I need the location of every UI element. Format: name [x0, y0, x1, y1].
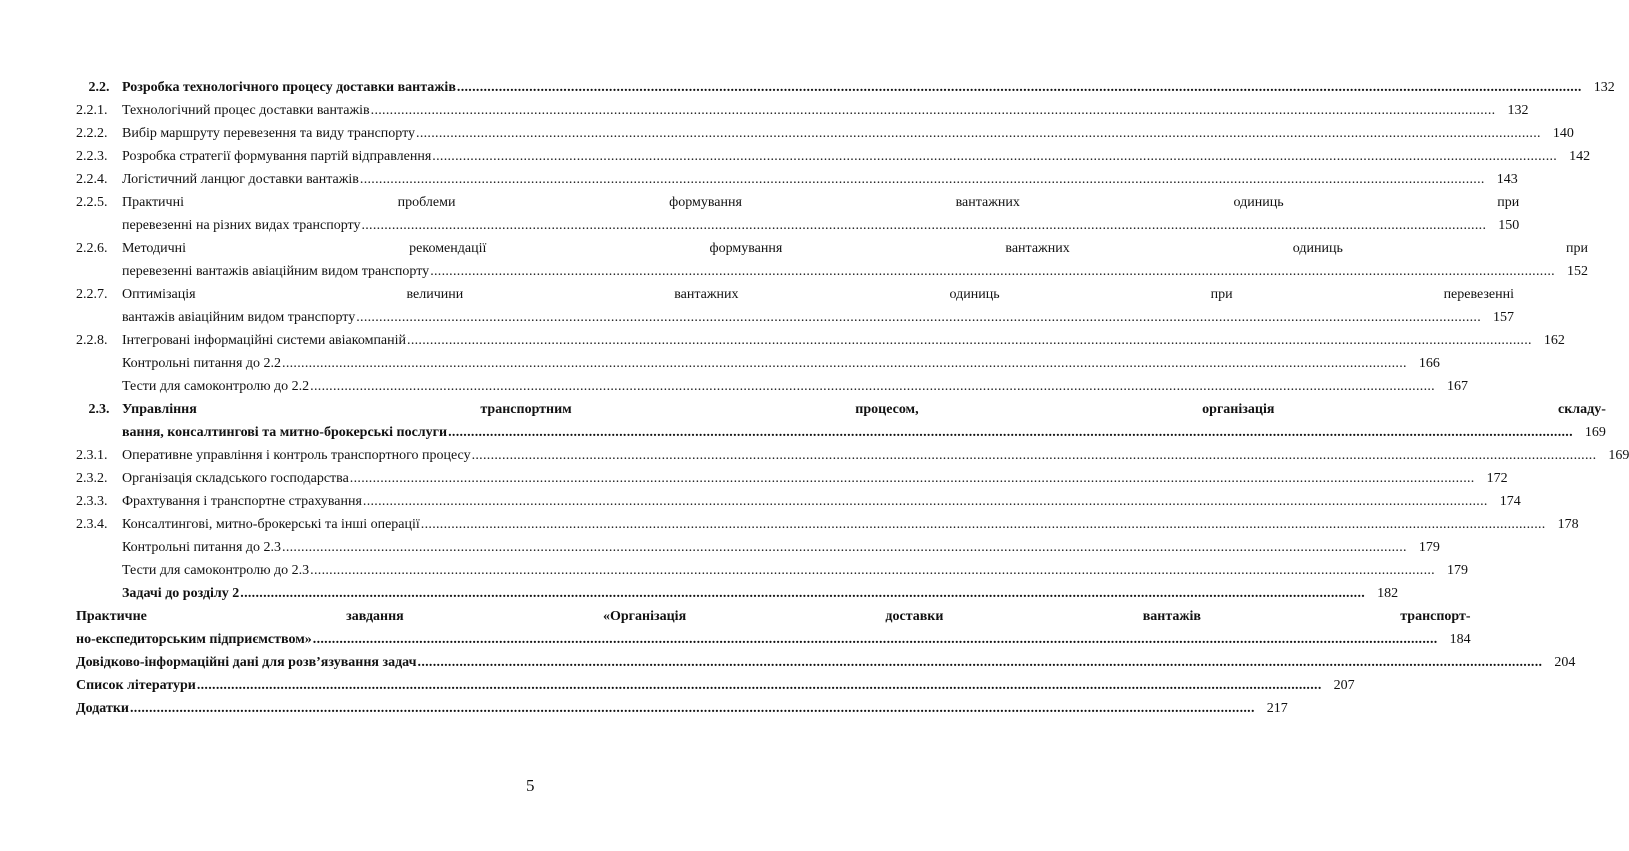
dot-leader [432, 145, 1557, 168]
toc-entry [76, 168, 1518, 191]
toc-entry-page: 142 [1569, 149, 1591, 164]
toc-entry-page: 204 [1554, 655, 1576, 670]
dot-leader [310, 375, 1435, 398]
toc-entry-page: 179 [1418, 540, 1440, 555]
toc-entry [76, 697, 1288, 720]
toc-entry-page: 167 [1446, 379, 1468, 394]
toc-entry [76, 513, 1579, 536]
toc-entry [76, 122, 1574, 145]
toc-entry-title-line: Інтегровані інформаційні системи авіакомпаній [122, 333, 407, 348]
toc-entry-page: 162 [1543, 333, 1565, 348]
toc-entry-number: 2.2.7. [76, 287, 108, 302]
toc-entry [76, 76, 1615, 99]
dot-leader [448, 421, 1573, 444]
toc-entry-title-line: Консалтингові, митно-брокерські та інші операції [122, 517, 420, 532]
toc-entry-number: 2.2.8. [76, 333, 108, 348]
toc-entry-title-line: Тести для самоконтролю до 2.2 [122, 379, 310, 394]
dot-leader [416, 122, 1541, 145]
toc-entry-title-line: Оперативне управління і контроль транспортного процесу [122, 448, 471, 463]
toc-entry [76, 145, 1591, 168]
table-of-contents [76, 76, 1629, 720]
page-number: 5 [526, 776, 535, 795]
toc-entry-number: 2.3.4. [76, 517, 108, 532]
toc-entry-page: 132 [1593, 80, 1615, 95]
toc-entry-title-line: Практичні проблеми формування вантажних одиниць при [122, 195, 1520, 210]
toc-entry-title-line: Розробка стратегії формування партій відправлення [122, 149, 432, 164]
dot-leader [360, 168, 1485, 191]
toc-entry-number: 2.3.3. [76, 494, 108, 509]
toc-entry-page: 169 [1584, 425, 1606, 440]
toc-entry-page: 217 [1266, 701, 1288, 716]
toc-entry-page: 207 [1333, 678, 1355, 693]
toc-entry-title-line: Список літератури [76, 678, 196, 693]
toc-entry [76, 490, 1521, 513]
dot-leader [361, 214, 1486, 237]
toc-entry-number: 2.2. [88, 80, 110, 95]
toc-entry-number: 2.2.3. [76, 149, 108, 164]
toc-entry-title-line: перевезенні вантажів авіаційним видом транспорту [122, 264, 430, 279]
toc-entry-page: 174 [1499, 494, 1521, 509]
toc-entry-number: 2.2.4. [76, 172, 108, 187]
toc-entry [76, 237, 1588, 283]
toc-entry-title-line: но-експедиторським підприємством» [76, 632, 312, 647]
toc-entry-title-line: Розробка технологічного процесу доставки вантажів [122, 80, 456, 95]
toc-entry-title-line: Додатки [76, 701, 129, 716]
toc-entry-page: 182 [1377, 586, 1399, 601]
toc-entry [76, 99, 1529, 122]
toc-entry [76, 651, 1576, 674]
toc-entry [76, 582, 1399, 605]
dot-leader [421, 513, 1546, 536]
dot-leader [310, 559, 1435, 582]
toc-entry-title-line: Організація складського господарства [122, 471, 349, 486]
dot-leader [363, 490, 1488, 513]
toc-entry-page: 184 [1449, 632, 1471, 647]
toc-entry [76, 375, 1468, 398]
toc-entry-title-line: Практичне завдання «Організація доставки вантажів транспорт- [76, 609, 1471, 624]
toc-entry-title-line: Довідково-інформаційні дані для розв’язування задач [76, 655, 417, 670]
toc-entry-page: 157 [1493, 310, 1515, 325]
toc-entry-title-line: Оптимізація величини вантажних одиниць при перевезенні [122, 287, 1515, 302]
toc-entry-title-line: вантажів авіаційним видом транспорту [122, 310, 356, 325]
toc-entry-number: 2.2.6. [76, 241, 108, 256]
dot-leader [240, 582, 1365, 605]
dot-leader [356, 306, 1481, 329]
toc-entry-title-line: Вибір маршруту перевезення та виду транспорту [122, 126, 416, 141]
toc-entry-number: 2.2.5. [76, 195, 108, 210]
toc-entry-title-line: Задачі до розділу 2 [122, 586, 240, 601]
dot-leader [457, 76, 1582, 99]
toc-entry-number: 2.2.2. [76, 126, 108, 141]
dot-leader [430, 260, 1555, 283]
toc-entry [76, 352, 1440, 375]
toc-entry-number: 2.3.1. [76, 448, 108, 463]
dot-leader [130, 697, 1255, 720]
dot-leader [472, 444, 1597, 467]
toc-entry [76, 605, 1471, 651]
toc-entry [76, 398, 1606, 444]
dot-leader [371, 99, 1496, 122]
toc-entry-title-line: Контрольні питання до 2.3 [122, 540, 282, 555]
toc-entry-page: 166 [1418, 356, 1440, 371]
toc-entry-page: 179 [1446, 563, 1468, 578]
toc-entry-number: 2.2.1. [76, 103, 108, 118]
toc-entry-page: 150 [1498, 218, 1520, 233]
toc-entry [76, 191, 1520, 237]
toc-entry-page: 140 [1552, 126, 1574, 141]
toc-entry-title-line: вання, консалтингові та митно-брокерські послуги [122, 425, 448, 440]
toc-entry-page: 152 [1566, 264, 1588, 279]
toc-entry-title-line: Контрольні питання до 2.2 [122, 356, 282, 371]
toc-entry-number: 2.3. [88, 402, 110, 417]
toc-entry-title-line: Логістичний ланцюг доставки вантажів [122, 172, 359, 187]
toc-entry-page: 143 [1496, 172, 1518, 187]
toc-entry [76, 559, 1468, 582]
toc-entry-page: 169 [1608, 448, 1629, 463]
toc-entry [76, 536, 1440, 559]
toc-entry-page: 132 [1507, 103, 1529, 118]
top-level-sections [76, 605, 1576, 720]
toc-entry-title-line: перевезенні на різних видах транспорту [122, 218, 361, 233]
toc-entry [76, 444, 1629, 467]
dot-leader [350, 467, 1475, 490]
toc-entry [76, 674, 1355, 697]
toc-entry-title-line: Фрахтування і транспортне страхування [122, 494, 362, 509]
dot-leader [282, 536, 1407, 559]
dot-leader [282, 352, 1407, 375]
toc-entry-title-line: Управління транспортним процесом, організація складу- [122, 402, 1606, 417]
toc-entry-title-line: Технологічний процес доставки вантажів [122, 103, 370, 118]
toc-entry-title-line: Тести для самоконтролю до 2.3 [122, 563, 310, 578]
toc-entry [76, 467, 1508, 490]
toc-entry-number: 2.3.2. [76, 471, 108, 486]
dot-leader [407, 329, 1532, 352]
toc-entry-title-line: Методичні рекомендації формування вантажних одиниць при [122, 241, 1588, 256]
dot-leader [418, 651, 1543, 674]
dot-leader [197, 674, 1322, 697]
toc-entry-page: 172 [1486, 471, 1508, 486]
toc-entry [76, 329, 1565, 352]
dot-leader [313, 628, 1438, 651]
toc-entry [76, 283, 1515, 329]
toc-entry-page: 178 [1557, 517, 1579, 532]
